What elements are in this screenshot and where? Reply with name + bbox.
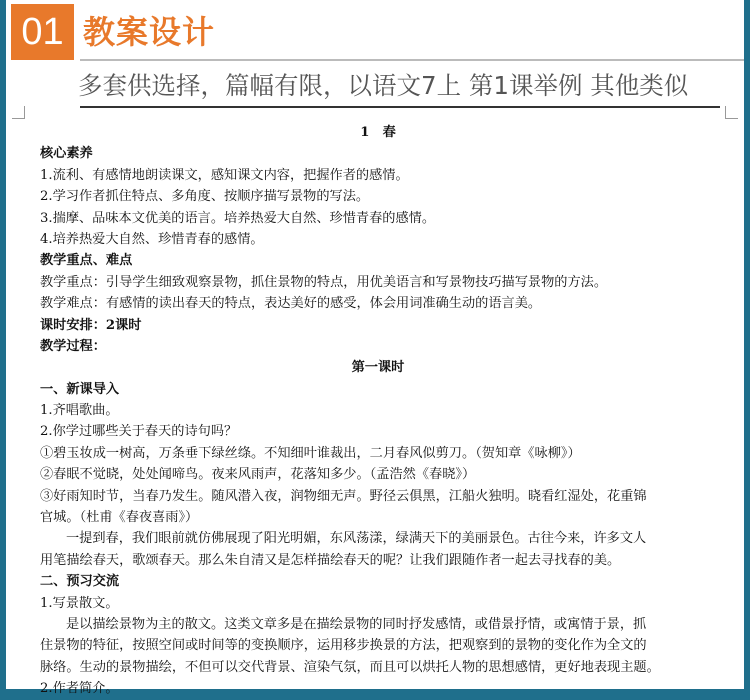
poem-line: ①碧玉妆成一树高，万条垂下绿丝绦。不知细叶谁裁出，二月春风似剪刀。（贺知章《咏柳》） xyxy=(40,445,581,461)
intro-item: 1.齐唱歌曲。 xyxy=(40,403,119,419)
intro-paragraph-line: 用笔描绘春天，歌颂春天。那么朱自清又是怎样描绘春天的呢？让我们跟随作者一起去寻找春的美。 xyxy=(40,552,621,568)
page-corner-mark-right xyxy=(725,106,738,119)
header-divider-top xyxy=(80,59,744,61)
period-heading: 第一课时 xyxy=(351,360,405,376)
page-corner-mark-left xyxy=(12,106,25,119)
header-divider-bottom xyxy=(80,106,720,108)
essay-paragraph-line: 脉络。生动的景物描绘，不但可以交代背景、渲染气氛，而且可以烘托人物的思想感情，更好地表现主题。 xyxy=(40,659,660,675)
essay-paragraph-line: 住景物的特征，按照空间或时间等的变换顺序，运用移步换景的方法，把观察到的景物的变化作为全文的 xyxy=(40,638,647,654)
section-number-badge: 01 xyxy=(11,4,74,60)
core-item: 4.培养热爱大自然、珍惜青春的感情。 xyxy=(40,231,264,247)
teaching-key-point: 教学重点：引导学生细致观察景物，抓住景物的特点，用优美语言和写景物技巧描写景物的方法。 xyxy=(40,274,608,290)
teaching-difficult-point: 教学难点：有感情的读出春天的特点，表达美好的感受，体会用词准确生动的语言美。 xyxy=(40,296,542,312)
intro-paragraph-line: 一提到春，我们眼前就仿佛展现了阳光明媚，东风荡漾，绿满天下的美丽景色。古往今来，许多文人 xyxy=(66,531,647,547)
process-heading: 教学过程： xyxy=(40,338,106,354)
essay-paragraph-line: 是以描绘景物为主的散文。这类文章多是在描绘景物的同时抒发感情，或借景抒情，或寓情于景，抓 xyxy=(66,616,647,632)
schedule-line: 课时安排：2课时 xyxy=(40,317,142,333)
lesson-title: 1 春 xyxy=(360,125,396,140)
section-heading-preview: 二、预习交流 xyxy=(40,574,120,590)
core-competency-heading: 核心素养 xyxy=(40,146,93,162)
preview-item: 1.写景散文。 xyxy=(40,595,119,611)
preview-item: 2.作者简介。 xyxy=(40,681,119,697)
intro-item: 2.你学过哪些关于春天的诗句吗？ xyxy=(40,424,238,440)
core-item: 3.揣摩、品味本文优美的语言。培养热爱大自然、珍惜青春的感情。 xyxy=(40,210,436,226)
core-item: 2.学习作者抓住特点、多角度、按顺序描写景物的写法。 xyxy=(40,189,370,205)
section-title: 教案设计 xyxy=(83,13,216,51)
lesson-plan-document xyxy=(40,122,716,700)
poem-line: ②春眠不觉晓，处处闻啼鸟。夜来风雨声，花落知多少。（孟浩然《春晓》） xyxy=(40,467,476,483)
core-item: 1.流利、有感情地朗读课文，感知课文内容，把握作者的感情。 xyxy=(40,167,409,183)
section-subtitle: 多套供选择，篇幅有限，以语文7上 第1课举例 其他类似 xyxy=(78,71,689,100)
key-points-heading: 教学重点、难点 xyxy=(40,253,133,269)
poem-line: ③好雨知时节，当春乃发生。随风潜入夜，润物细无声。野径云俱黑，江船火独明。晓看红湿处，花重锦 xyxy=(40,488,647,504)
section-heading-intro: 一、新课导入 xyxy=(40,381,120,397)
poem-line: 官城。（杜甫《春夜喜雨》） xyxy=(40,510,199,526)
